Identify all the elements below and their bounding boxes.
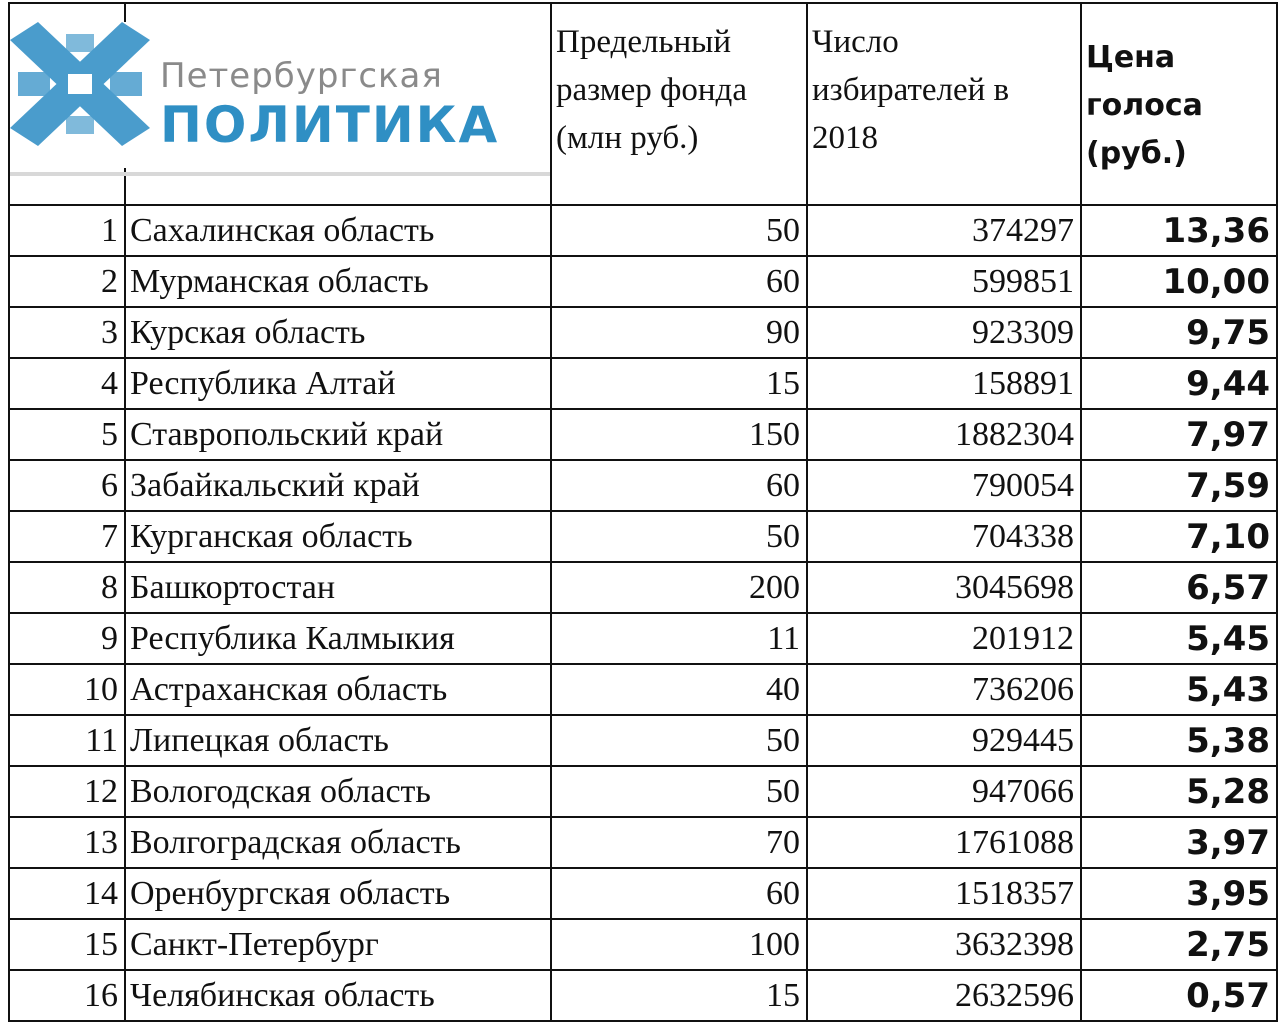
table-row [9,358,1277,409]
price-value: 2,75 [1081,919,1277,970]
region-name: Вологодская область [125,766,551,817]
logo-text-bottom: ПОЛИТИКА [160,96,500,154]
voters-value: 704338 [807,511,1081,562]
region-name: Челябинская область [125,970,551,1021]
price-value: 6,57 [1081,562,1277,613]
row-number: 9 [9,613,125,664]
fund-value: 50 [551,766,807,817]
voters-value: 201912 [807,613,1081,664]
region-name: Башкортостан [125,562,551,613]
row-number: 15 [9,919,125,970]
price-value: 5,38 [1081,715,1277,766]
voters-value: 1882304 [807,409,1081,460]
row-number: 16 [9,970,125,1021]
fund-value: 60 [551,256,807,307]
fund-value: 90 [551,307,807,358]
fund-value: 40 [551,664,807,715]
table-row [9,409,1277,460]
voters-value: 3045698 [807,562,1081,613]
fund-value: 15 [551,358,807,409]
table-row [9,562,1277,613]
table-row [9,868,1277,919]
region-name: Курская область [125,307,551,358]
row-number: 7 [9,511,125,562]
region-name: Сахалинская область [125,205,551,256]
price-value: 9,75 [1081,307,1277,358]
region-name: Санкт-Петербург [125,919,551,970]
region-name: Республика Калмыкия [125,613,551,664]
row-number: 4 [9,358,125,409]
price-value: 7,10 [1081,511,1277,562]
table-row [9,307,1277,358]
price-value: 5,43 [1081,664,1277,715]
table-row [9,715,1277,766]
table-row [9,970,1277,1021]
row-number: 2 [9,256,125,307]
header-fund: Предельный размер фонда (млн руб.) [551,3,807,205]
region-name: Республика Алтай [125,358,551,409]
voters-value: 923309 [807,307,1081,358]
table-row [9,205,1277,256]
region-name: Курганская область [125,511,551,562]
row-number: 8 [9,562,125,613]
price-value: 5,45 [1081,613,1277,664]
fund-value: 200 [551,562,807,613]
price-value: 13,36 [1081,205,1277,256]
row-number: 13 [9,817,125,868]
row-number: 6 [9,460,125,511]
table-row [9,256,1277,307]
table-row [9,460,1277,511]
header-voters: Число избирателей в 2018 [807,3,1081,205]
price-value: 7,97 [1081,409,1277,460]
table-row [9,664,1277,715]
fund-value: 150 [551,409,807,460]
table-row [9,766,1277,817]
table-row [9,613,1277,664]
region-name: Оренбургская область [125,868,551,919]
table-row [9,919,1277,970]
voters-value: 790054 [807,460,1081,511]
region-name: Мурманская область [125,256,551,307]
row-number: 10 [9,664,125,715]
pp-logo-mark-icon [10,22,150,162]
voters-value: 947066 [807,766,1081,817]
fund-value: 60 [551,868,807,919]
voters-value: 2632596 [807,970,1081,1021]
voters-value: 374297 [807,205,1081,256]
price-value: 3,95 [1081,868,1277,919]
price-value: 5,28 [1081,766,1277,817]
row-number: 12 [9,766,125,817]
region-name: Липецкая область [125,715,551,766]
region-name: Забайкальский край [125,460,551,511]
row-number: 1 [9,205,125,256]
table-row [9,511,1277,562]
voters-value: 1518357 [807,868,1081,919]
fund-value: 50 [551,715,807,766]
logo [10,22,540,168]
voters-value: 3632398 [807,919,1081,970]
row-number: 3 [9,307,125,358]
price-value: 7,59 [1081,460,1277,511]
region-name: Астраханская область [125,664,551,715]
price-value: 9,44 [1081,358,1277,409]
row-number: 14 [9,868,125,919]
fund-value: 70 [551,817,807,868]
fund-value: 50 [551,205,807,256]
logo-underline [10,172,550,176]
logo-text-top: Петербургская [160,56,443,96]
price-value: 0,57 [1081,970,1277,1021]
region-name: Ставропольский край [125,409,551,460]
table-row [9,817,1277,868]
region-name: Волгоградская область [125,817,551,868]
price-value: 10,00 [1081,256,1277,307]
voters-value: 158891 [807,358,1081,409]
voters-value: 599851 [807,256,1081,307]
header-price: Цена голоса (руб.) [1081,3,1277,205]
price-value: 3,97 [1081,817,1277,868]
fund-value: 11 [551,613,807,664]
row-number: 5 [9,409,125,460]
fund-value: 100 [551,919,807,970]
fund-value: 60 [551,460,807,511]
voters-value: 1761088 [807,817,1081,868]
fund-value: 50 [551,511,807,562]
voters-value: 929445 [807,715,1081,766]
row-number: 11 [9,715,125,766]
fund-value: 15 [551,970,807,1021]
voters-value: 736206 [807,664,1081,715]
